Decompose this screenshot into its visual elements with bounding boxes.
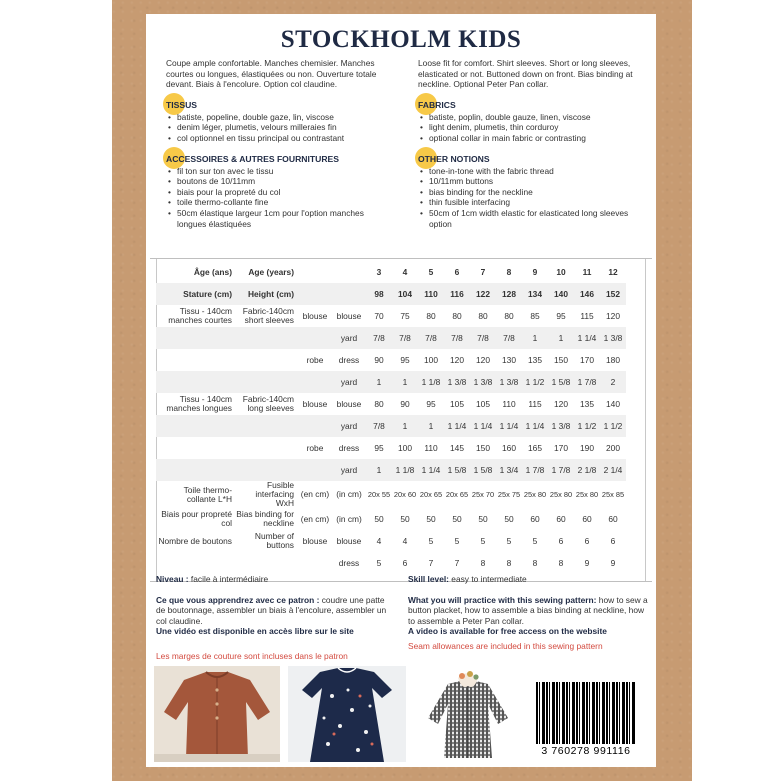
en-bottom-text <box>408 574 648 652</box>
row-label-en <box>236 327 298 349</box>
english-column <box>418 58 640 229</box>
row-label-en <box>236 437 298 459</box>
table-cell: 80 <box>504 311 514 321</box>
page-title: STOCKHOLM KIDS <box>280 26 522 53</box>
table-cell: 4 <box>376 536 382 546</box>
table-cell: 1 <box>522 327 548 349</box>
sub-label-en: yard <box>332 371 366 393</box>
table-cell: 60 <box>530 514 540 524</box>
barcode <box>530 678 642 760</box>
table-cell: 1 3/8 <box>496 371 522 393</box>
list-item: • batiste, popeline, double gaze, lin, viscose <box>177 112 388 123</box>
sub-label-en: blouse <box>336 310 362 321</box>
table-cell: 20x 60 <box>393 489 417 499</box>
sub-label-en: blouse <box>336 398 362 409</box>
sub-label-fr <box>298 371 332 393</box>
size-table <box>156 261 626 574</box>
sub-label-fr <box>298 261 332 283</box>
row-label-en: Number of buttons <box>254 531 294 550</box>
table-cell: 170 <box>580 355 594 365</box>
table-cell: 5 <box>506 536 512 546</box>
table-cell: 25x 80 <box>575 489 599 499</box>
row-label-fr: Stature (cm) <box>156 283 236 305</box>
row-label-fr <box>156 437 236 459</box>
table-cell: 5 <box>480 536 486 546</box>
table-cell: 7/8 <box>392 327 418 349</box>
table-cell: 1 1/2 <box>522 371 548 393</box>
table-cell: 50 <box>478 514 488 524</box>
list-item: • 50cm élastique largeur 1cm pour l'option manches longues élastiquées <box>177 208 377 229</box>
table-cell: 7/8 <box>366 415 392 437</box>
table-cell: 60 <box>608 514 618 524</box>
table-cell: 152 <box>600 283 626 305</box>
table-cell: 100 <box>424 355 438 365</box>
table-cell: 104 <box>392 283 418 305</box>
barcode-bars <box>536 682 636 744</box>
en-intro: Loose fit for comfort. Shirt sleeves. Short or long sleeves, elasticated or not. Buttoned down on front. Bias binding at neckline. Optional Peter Pan collar. <box>418 58 633 90</box>
table-cell: 25x 80 <box>549 489 573 499</box>
row-label-en: Bias binding for neckline <box>236 509 294 528</box>
list-item: • light denim, plumetis, thin corduroy <box>429 122 640 133</box>
sub-label-en: dress <box>338 442 360 453</box>
table-cell: 190 <box>580 443 594 453</box>
table-cell: 50 <box>452 514 462 524</box>
table-cell: 2 1/4 <box>600 459 626 481</box>
list-item: • denim léger, plumetis, velours milleraies fin <box>177 122 388 133</box>
table-row <box>156 552 626 574</box>
table-cell: 20x 55 <box>367 489 391 499</box>
row-label-fr: Nombre de boutons <box>158 535 232 546</box>
table-cell: 7/8 <box>470 327 496 349</box>
table-cell: 1 7/8 <box>574 371 600 393</box>
fr-intro: Coupe ample confortable. Manches chemisier. Manches courtes ou longues, élastiquées ou non. Ouverture totale devant. Biais à l'encolure. Option col claudine. <box>166 58 377 90</box>
table-cell: 25x 80 <box>523 489 547 499</box>
fr-learn: Ce que vous apprendrez avec ce patron : coudre une patte de boutonnage, assembler un biais à l'encolure, assembler un col claudine. <box>156 594 387 626</box>
list-item: • batiste, poplin, double gauze, linen, viscose <box>429 112 640 123</box>
table-cell: 1 1/2 <box>574 415 600 437</box>
table-cell: 80 <box>374 399 384 409</box>
table-row <box>156 349 626 371</box>
table-cell: 1 1/8 <box>418 371 444 393</box>
table-cell: 1 1/4 <box>418 459 444 481</box>
row-label-en <box>236 459 298 481</box>
table-cell: 120 <box>554 399 568 409</box>
table-cell: 200 <box>606 443 620 453</box>
table-cell: 85 <box>530 311 540 321</box>
table-cell: 20x 65 <box>445 489 469 499</box>
barcode-number: 3 760278 991116 <box>541 745 631 757</box>
sub-label-fr: blouse <box>302 535 328 546</box>
table-cell: 60 <box>582 514 592 524</box>
table-cell: 1 <box>392 415 418 437</box>
table-cell: 7/8 <box>444 327 470 349</box>
list-item: • biais pour la propreté du col <box>177 187 377 198</box>
table-cell: 135 <box>580 399 594 409</box>
fr-fabrics-list <box>166 112 388 144</box>
table-cell: 80 <box>426 311 436 321</box>
table-cell: 9 <box>532 267 538 277</box>
table-cell: 1 1/4 <box>496 415 522 437</box>
table-row <box>156 459 626 481</box>
row-label-fr: Tissu - 140cm manches courtes <box>168 306 232 325</box>
table-cell: 80 <box>478 311 488 321</box>
table-cell: 50 <box>504 514 514 524</box>
list-item: • optional collar in main fabric or contrasting <box>429 133 640 144</box>
french-column <box>166 58 388 229</box>
fr-notions-heading: ACCESSOIRES & AUTRES FOURNITURES <box>166 154 388 166</box>
table-cell: 4 <box>402 267 408 277</box>
sub-label-fr <box>298 327 332 349</box>
table-cell: 110 <box>418 283 444 305</box>
row-label-fr <box>156 349 236 371</box>
sub-label-fr: blouse <box>302 398 328 409</box>
sub-label-en: blouse <box>336 535 362 546</box>
sub-label-en <box>332 261 366 283</box>
fr-fabrics-heading: TISSUS <box>166 100 388 112</box>
table-cell: 50 <box>400 514 410 524</box>
table-cell: 50 <box>426 514 436 524</box>
table-cell: 1 1/4 <box>574 327 600 349</box>
en-fabrics-heading: FABRICS <box>418 100 640 112</box>
sub-label-fr <box>298 415 332 437</box>
list-item: • bias binding for the neckline <box>429 187 640 198</box>
table-cell: 1 7/8 <box>548 459 574 481</box>
row-label-en: Height (cm) <box>236 283 298 305</box>
table-cell: 20x 65 <box>419 489 443 499</box>
list-item: • fil ton sur ton avec le tissu <box>177 166 377 177</box>
row-label-fr: Toile thermo-collante L*H <box>183 484 232 504</box>
sub-label-fr: blouse <box>302 310 328 321</box>
table-cell: 1 <box>366 459 392 481</box>
en-level: Skill level: easy to intermediate <box>408 574 527 584</box>
table-cell: 120 <box>606 311 620 321</box>
table-row <box>156 481 626 508</box>
row-label-fr <box>156 327 236 349</box>
table-cell: 134 <box>522 283 548 305</box>
table-row <box>156 530 626 552</box>
table-row <box>156 437 626 459</box>
table-cell: 128 <box>496 283 522 305</box>
table-cell: 1 5/8 <box>444 459 470 481</box>
table-cell: 95 <box>426 399 436 409</box>
table-cell: 9 <box>610 558 616 568</box>
table-cell: 165 <box>528 443 542 453</box>
table-cell: 6 <box>402 558 408 568</box>
row-label-fr <box>156 371 236 393</box>
photo-rust-blouse <box>154 666 280 762</box>
table-cell: 1 3/8 <box>548 415 574 437</box>
table-cell: 90 <box>374 355 384 365</box>
row-label-en <box>236 349 298 371</box>
table-cell: 130 <box>502 355 516 365</box>
table-cell: 135 <box>528 355 542 365</box>
list-item: • thin fusible interfacing <box>429 197 640 208</box>
table-cell: 7 <box>480 267 486 277</box>
sub-label-en <box>332 283 366 305</box>
table-cell: 95 <box>400 355 410 365</box>
list-item: • boutons de 10/11mm <box>177 176 377 187</box>
table-cell: 110 <box>424 443 438 453</box>
table-cell: 1 3/4 <box>496 459 522 481</box>
row-label-fr: Tissu - 140cm manches longues <box>166 394 232 413</box>
table-row <box>156 283 626 305</box>
row-label-fr <box>156 459 236 481</box>
table-cell: 1 <box>548 327 574 349</box>
table-cell: 60 <box>556 514 566 524</box>
table-cell: 7/8 <box>366 327 392 349</box>
sub-label-en: (in cm) <box>336 513 362 524</box>
sub-label-fr: (en cm) <box>300 489 330 499</box>
table-cell: 1 <box>418 415 444 437</box>
table-cell: 2 <box>600 371 626 393</box>
sub-label-en: dress <box>338 557 360 568</box>
table-cell: 150 <box>476 443 490 453</box>
table-cell: 110 <box>502 399 516 409</box>
table-row <box>156 393 626 415</box>
sub-label-fr <box>298 283 332 305</box>
table-row <box>156 371 626 393</box>
en-notions-list <box>418 166 640 230</box>
table-cell: 1 3/8 <box>444 371 470 393</box>
table-cell: 120 <box>450 355 464 365</box>
table-cell: 150 <box>554 355 568 365</box>
table-cell: 1 1/4 <box>522 415 548 437</box>
table-cell: 140 <box>606 399 620 409</box>
sub-label-en: dress <box>338 354 360 365</box>
table-cell: 6 <box>454 267 460 277</box>
table-cell: 6 <box>558 536 564 546</box>
table-cell: 3 <box>376 267 382 277</box>
table-cell: 1 1/8 <box>392 459 418 481</box>
table-cell: 1 5/8 <box>470 459 496 481</box>
row-label-en: Fusible interfacing WxH <box>255 480 294 508</box>
table-cell: 115 <box>580 311 594 321</box>
table-cell: 115 <box>528 399 542 409</box>
sub-label-en: yard <box>332 415 366 437</box>
sub-label-fr <box>298 459 332 481</box>
table-cell: 4 <box>402 536 408 546</box>
table-cell: 1 7/8 <box>522 459 548 481</box>
fr-notions-list <box>166 166 377 230</box>
table-cell: 95 <box>556 311 566 321</box>
table-cell: 11 <box>582 267 592 277</box>
sub-label-en: yard <box>332 327 366 349</box>
table-cell: 116 <box>444 283 470 305</box>
table-cell: 7/8 <box>496 327 522 349</box>
table-row <box>156 415 626 437</box>
table-cell: 1 1/2 <box>600 415 626 437</box>
row-label-en: Fabric-140cm long sleeves <box>242 394 294 413</box>
photo-navy-dress <box>288 666 406 762</box>
table-cell: 5 <box>428 267 434 277</box>
row-label-en <box>236 371 298 393</box>
row-label-fr: Biais pour propreté col <box>161 509 232 528</box>
en-fabrics-list <box>418 112 640 144</box>
fr-bottom-text <box>156 574 388 662</box>
table-cell: 8 <box>506 267 512 277</box>
list-item: • 50cm of 1cm width elastic for elasticated long sleeves option <box>429 208 640 229</box>
list-item: • 10/11mm buttons <box>429 176 640 187</box>
row-label-en: Fabric-140cm short sleeves <box>242 306 294 325</box>
fr-video-note: Une vidéo est disponible en accès libre sur le site <box>156 626 354 637</box>
table-cell: 1 5/8 <box>548 371 574 393</box>
photo-gingham-coat <box>414 670 522 762</box>
table-cell: 95 <box>374 443 384 453</box>
size-chart-table <box>150 258 652 582</box>
list-item: • toile thermo-collante fine <box>177 197 377 208</box>
table-cell: 1 <box>366 371 392 393</box>
table-cell: 145 <box>450 443 464 453</box>
sub-label-en: yard <box>332 459 366 481</box>
table-cell: 120 <box>476 355 490 365</box>
table-cell: 140 <box>548 283 574 305</box>
table-cell: 90 <box>400 399 410 409</box>
table-cell: 8 <box>480 558 486 568</box>
table-cell: 12 <box>608 267 618 277</box>
table-row <box>156 327 626 349</box>
table-cell: 10 <box>556 267 566 277</box>
table-cell: 105 <box>476 399 490 409</box>
table-cell: 80 <box>452 311 462 321</box>
table-cell: 5 <box>454 536 460 546</box>
table-cell: 25x 85 <box>601 489 625 499</box>
table-cell: 1 1/4 <box>444 415 470 437</box>
table-cell: 8 <box>506 558 512 568</box>
table-cell: 25x 75 <box>497 489 521 499</box>
sub-label-fr: robe <box>306 354 324 365</box>
table-cell: 170 <box>554 443 568 453</box>
pattern-info-sheet <box>146 14 656 767</box>
table-row <box>156 305 626 327</box>
table-cell: 7 <box>428 558 434 568</box>
table-cell: 146 <box>574 283 600 305</box>
en-notions-heading: OTHER NOTIONS <box>418 154 640 166</box>
sub-label-fr <box>298 552 332 574</box>
table-cell: 105 <box>450 399 464 409</box>
table-border-right <box>645 259 646 581</box>
table-cell: 5 <box>376 558 382 568</box>
list-item: • tone-in-tone with the fabric thread <box>429 166 640 177</box>
sub-label-fr: (en cm) <box>300 513 330 524</box>
table-cell: 1 1/4 <box>470 415 496 437</box>
list-item: • col optionnel en tissu principal ou contrastant <box>177 133 388 144</box>
row-label-en <box>236 415 298 437</box>
en-learn: What you will practice with this sewing pattern: how to sew a button placket, how to assemble a bias binding at neckline, how to assemble a Peter Pan collar. <box>408 594 648 626</box>
table-cell: 100 <box>398 443 412 453</box>
table-cell: 1 <box>392 371 418 393</box>
table-cell: 2 1/8 <box>574 459 600 481</box>
table-cell: 6 <box>584 536 590 546</box>
row-label-en <box>236 552 298 574</box>
table-cell: 25x 70 <box>471 489 495 499</box>
table-cell: 7/8 <box>418 327 444 349</box>
table-cell: 1 3/8 <box>600 327 626 349</box>
table-cell: 50 <box>374 514 384 524</box>
row-label-en: Age (years) <box>248 266 294 277</box>
table-cell: 70 <box>374 311 384 321</box>
table-cell: 5 <box>428 536 434 546</box>
row-label-fr <box>156 552 236 574</box>
en-seam-note: Seam allowances are included in this sewing pattern <box>408 640 603 651</box>
table-cell: 8 <box>532 558 538 568</box>
table-cell: 7 <box>454 558 460 568</box>
table-cell: 1 3/8 <box>470 371 496 393</box>
table-cell: 5 <box>532 536 538 546</box>
fr-level: Niveau : facile à intermédiaire <box>156 574 269 584</box>
row-label-fr <box>156 415 236 437</box>
row-label-fr: Âge (ans) <box>193 266 232 277</box>
fr-seam-note: Les marges de couture sont incluses dans le patron <box>156 650 348 661</box>
sub-label-en: (in cm) <box>336 489 362 499</box>
table-cell: 8 <box>558 558 564 568</box>
table-cell: 75 <box>400 311 410 321</box>
en-video-note: A video is available for free access on the website <box>408 626 607 637</box>
table-cell: 180 <box>606 355 620 365</box>
table-cell: 160 <box>502 443 516 453</box>
sub-label-fr: robe <box>306 442 324 453</box>
table-cell: 98 <box>366 283 392 305</box>
table-cell: 6 <box>610 536 616 546</box>
table-row <box>156 261 626 283</box>
table-row <box>156 508 626 530</box>
table-cell: 122 <box>470 283 496 305</box>
table-cell: 9 <box>584 558 590 568</box>
